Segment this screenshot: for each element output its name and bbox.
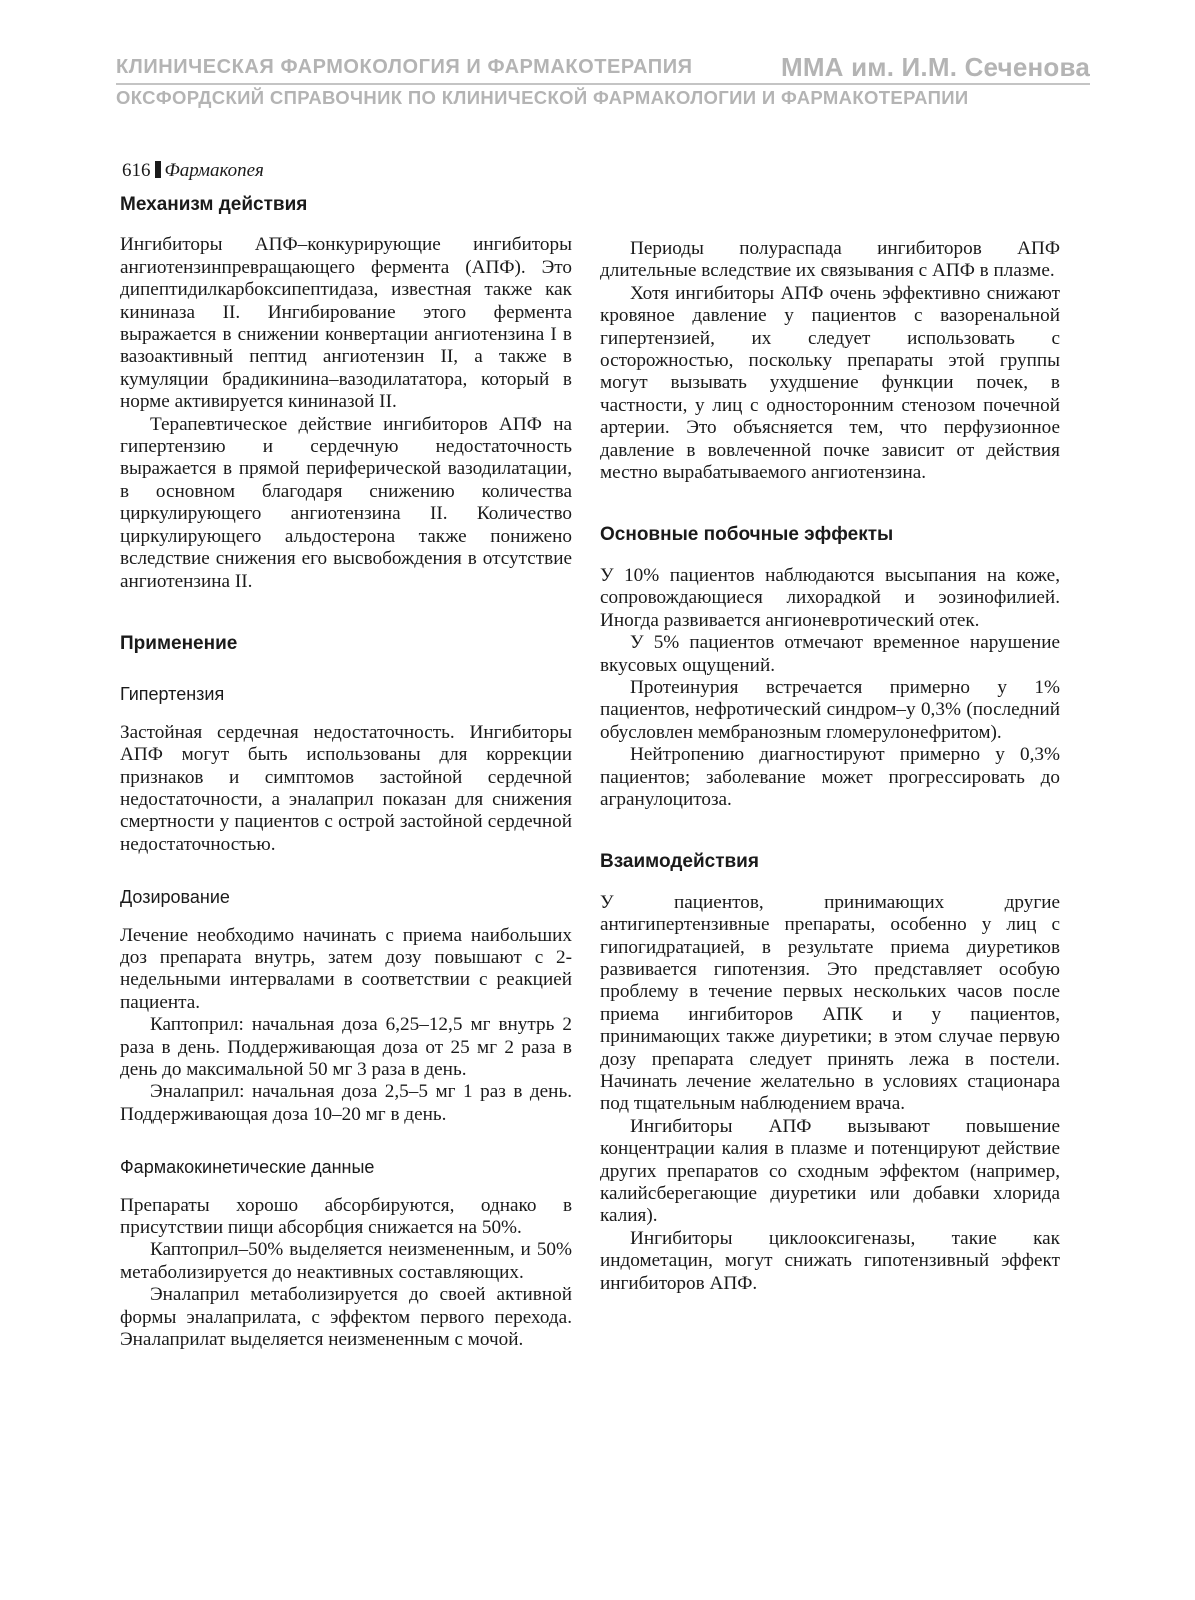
paragraph: Протеинурия встречается примерно у 1% пациентов, нефротический синдром–у 0,3% (последний обусловлен мембранозным гломерулонефритом). — [600, 676, 1060, 743]
paragraph: У пациентов, принимающих другие антигипертензивные препараты, особенно у лиц с гипогидратацией, в результате приема диуретиков развивается гипотензия. Это представляет особую проблему в течение первых нескольких часов после приема ингибиторов АПК и у пациентов, принимающих также диуретики; в этом случае первую дозу препарата следует принять лежа в постели. Начинать лечение желательно в условиях стационара под тщательным наблюдением врача. — [600, 891, 1060, 1115]
heading-interactions: Взаимодействия — [600, 851, 759, 873]
header-divider — [116, 83, 1090, 85]
paragraph: Эналаприл: начальная доза 2,5–5 мг 1 раз в день. Поддерживающая доза 10–20 мг в день. — [120, 1081, 572, 1125]
paragraph: Хотя ингибиторы АПФ очень эффективно снижают кровяное давление у пациентов с вазоренальной гипертензией, их следует использовать с осторожностью, поскольку препараты этой группы могут вызывать ухудшение функции почек, в частности, у лиц с односторонним стенозом почечной артерии. Это объясняется тем, что перфузионное давление в вовлеченной почке зависит от действия местно вырабатываемого ангиотензина. — [600, 282, 1060, 484]
heading-application: Применение — [120, 632, 238, 654]
header-subtitle: ОКСФОРДСКИЙ СПРАВОЧНИК ПО КЛИНИЧЕСКОЙ ФАРМАКОЛОГИИ И ФАРМАКОТЕРАПИИ — [116, 87, 969, 108]
paragraph: Ингибиторы АПФ–конкурирующие ингибиторы ангиотензинпревращающего фермента (АПФ). Это дипептидилкарбоксипептидаза, известная также как кининаза II. Ингибирование этого фермента выражается в снижении конвертации ангиотензина I в вазоактивный пептид ангиотензин II, а также в кумуляции брадикинина–вазодилататора, который в норме активируется кининазой II. — [120, 234, 572, 413]
paragraph: Ингибиторы циклооксигеназы, такие как индометацин, могут снижать гипотензивный эффект ингибиторов АПФ. — [600, 1227, 1060, 1294]
paragraph: Лечение необходимо начинать с приема наибольших доз препарата внутрь, затем дозу повышают с 2-недельными интервалами в соответствии с реакцией пациента. — [120, 924, 572, 1013]
paragraph: Каптоприл: начальная доза 6,25–12,5 мг внутрь 2 раза в день. Поддерживающая доза от 25 мг 2 раза в день до максимальной 50 мг 3 раза в день. — [120, 1014, 572, 1080]
heading-dosing: Дозирование — [120, 887, 230, 908]
paragraph: Нейтропению диагностируют примерно у 0,3% пациентов; заболевание может прогрессировать до агранулоцитоза. — [600, 744, 1060, 810]
paragraph: Ингибиторы АПФ вызывают повышение концентрации калия в плазме и потенцируют действие других препаратов со сходным эффектом (например, калийсберегающие диуретики или добавки хлорида калия). — [600, 1115, 1060, 1227]
paragraph: Препараты хорошо абсорбируются, однако в присутствии пищи абсорбция снижается на 50%. — [120, 1194, 572, 1239]
section-name: Фармакопея — [164, 160, 264, 181]
paragraph: У 5% пациентов отмечают временное нарушение вкусовых ощущений. — [600, 632, 1060, 676]
running-head — [122, 160, 264, 182]
paragraph: Каптоприл–50% выделяется неизмененным, и 50% метаболизируется до неактивных составляющих. — [120, 1239, 572, 1283]
heading-mechanism: Механизм действия — [120, 194, 308, 215]
header-title: КЛИНИЧЕСКАЯ ФАРМОКОЛОГИЯ И ФАРМАКОТЕРАПИЯ — [116, 56, 693, 78]
paragraph: Терапевтическое действие ингибиторов АПФ на гипертензию и сердечную недостаточность выражается в прямой периферической вазодилатации, в основном благодаря снижению количества циркулирующего ангиотензина II. Количество циркулирующего альдостерона также понижено вследствие снижения его высвобождения в отсутствие ангиотензина II. — [120, 413, 572, 592]
page-number: 616 — [122, 160, 151, 181]
section-marker — [155, 161, 161, 178]
right-column — [600, 190, 1060, 1295]
paragraph: У 10% пациентов наблюдаются высыпания на коже, сопровождающиеся лихорадкой и эозинофилией. Иногда развивается ангионевротический отек. — [600, 564, 1060, 631]
header-institution: ММА им. И.М. Сеченова — [780, 52, 1090, 82]
heading-hypertension: Гипертензия — [120, 684, 225, 705]
left-column — [120, 190, 572, 1351]
heading-pharmacokinetics: Фармакокинетические данные — [120, 1157, 375, 1178]
paragraph: Эналаприл метаболизируется до своей активной формы эналаприлата, с эффектом первого перехода. Эналаприлат выделяется неизмененным с мочой. — [120, 1284, 572, 1351]
paragraph: Застойная сердечная недостаточность. Ингибиторы АПФ могут быть использованы для коррекции признаков и симптомов застойной сердечной недостаточности, а эналаприл показан для снижения смертности у пациентов с острой застойной сердечной недостаточностью. — [120, 721, 572, 855]
paragraph: Периоды полураспада ингибиторов АПФ длительные вследствие их связывания с АПФ в плазме. — [600, 238, 1060, 282]
heading-side-effects: Основные побочные эффекты — [600, 524, 894, 546]
site-header — [116, 52, 1090, 82]
